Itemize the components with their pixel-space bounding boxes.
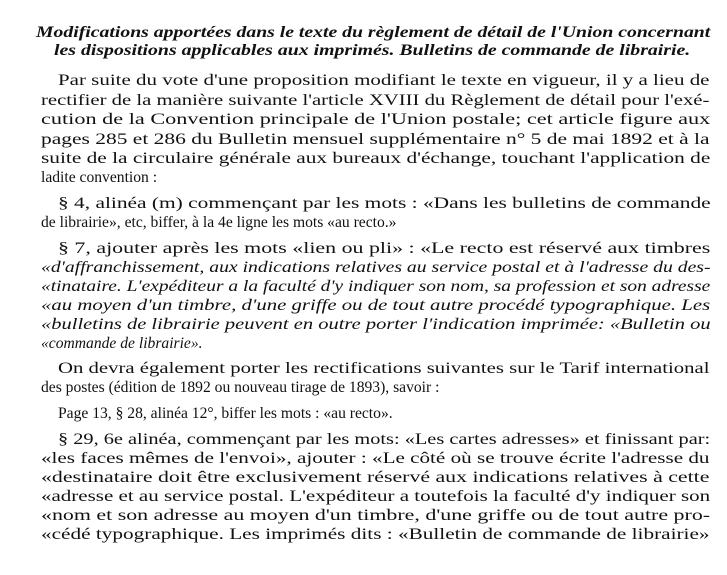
paragraph-line: suite de la circulaire générale aux bureaux d'échange, touchant l'application de <box>41 150 711 167</box>
paragraph-line: «au moyen d'un timbre, d'une griffe ou de tout autre procédé typographique. Les <box>41 297 711 314</box>
title-line: Modifications apportées dans le texte du règlement de détail de l'Union concernant <box>36 24 711 41</box>
paragraph-line: On devra également porter les rectifications suivantes sur le Tarif international <box>58 360 710 377</box>
paragraph-line: des postes (édition de 1892 ou nouveau tirage de 1893), savoir : <box>41 379 440 396</box>
paragraph-line: «bulletins de librairie peuvent en outre porter l'indication imprimée: «Bulletin ou <box>41 316 711 333</box>
paragraph-line: ladite convention : <box>41 169 158 186</box>
paragraph-line: «nom et son adresse au moyen d'un timbre, d'une griffe ou de tout autre pro- <box>41 507 711 524</box>
paragraph-line: cution de la Convention principale de l'Union postale; cet article figure aux <box>41 111 711 128</box>
paragraph-line: Par suite du vote d'une proposition modifiant le texte en vigueur, il y a lieu de <box>58 72 710 89</box>
paragraph-line: rectifier de la manière suivante l'article XVIII du Règlement de détail pour l'exé- <box>41 92 710 109</box>
paragraph-line: «d'affranchissement, aux indications relatives au service postal et à l'adresse du des- <box>41 259 711 276</box>
paragraph-line: § 29, 6e alinéa, commençant par les mots: «Les cartes adresses» et finissant par: <box>58 431 711 448</box>
paragraph-line: § 7, ajouter après les mots «lien ou pli» : «Le recto est réservé aux timbres <box>58 240 711 257</box>
paragraph-line: «adresse et au service postal. L'expéditeur a toutefois la faculté d'y indiquer son <box>41 488 711 505</box>
paragraph-line: «destinataire doit être exclusivement réservé aux indications relatives à cette <box>41 469 710 486</box>
paragraph-line: «commande de librairie». <box>41 335 203 352</box>
paragraph-line: pages 285 et 286 du Bulletin mensuel supplémentaire n° 5 de mai 1892 et à la <box>41 131 710 148</box>
paragraph-line: «tinataire. L'expéditeur a la faculté d'y indiquer son nom, sa profession et son adresse <box>41 278 711 295</box>
paragraph-line: «les faces mêmes de l'envoi», ajouter : «Le côté où se trouve écrite l'adresse du <box>41 450 710 467</box>
paragraph-line: § 4, alinéa (m) commençant par les mots : «Dans les bulletins de commande <box>58 195 711 212</box>
paragraph-line: «cédé typographique. Les imprimés dits : «Bulletin de commande de librairie» <box>41 526 710 543</box>
paragraph-line: de librairie», etc, biffer, à la 4e ligne les mots «au recto.» <box>41 214 397 231</box>
paragraph-line: Page 13, § 28, alinéa 12°, biffer les mots : «au recto». <box>58 405 393 422</box>
title-line: les dispositions applicables aux imprimés. Bulletins de commande de librairie. <box>54 42 691 59</box>
